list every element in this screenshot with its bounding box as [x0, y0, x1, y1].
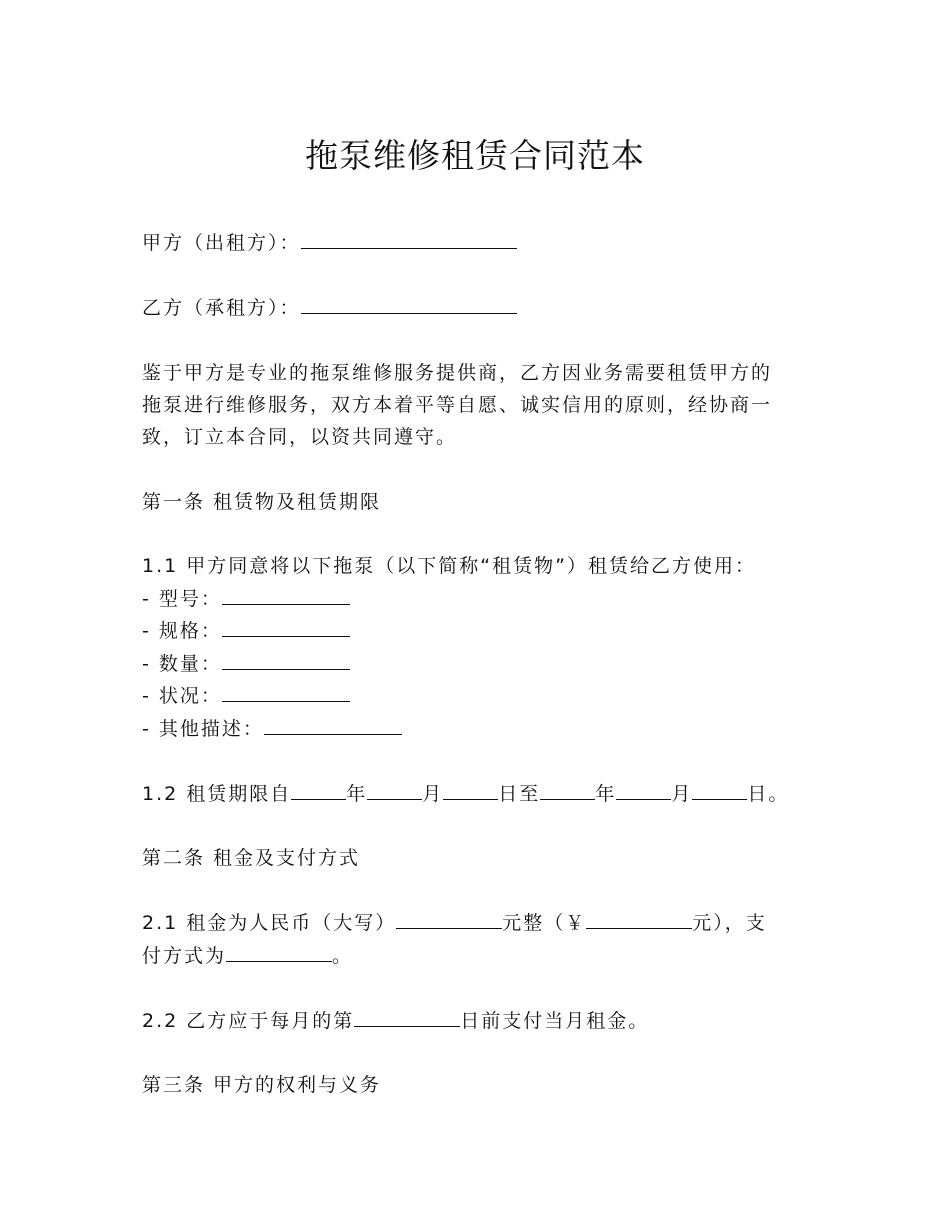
clause-1-1: 1.1 甲方同意将以下拖泵（以下简称“租赁物”）租赁给乙方使用：	[142, 555, 756, 577]
end-month-label: 月	[671, 783, 693, 805]
party-a-blank[interactable]	[301, 228, 517, 249]
clause-2-1-line2-suffix: 。	[332, 945, 354, 967]
preamble-line: 拖泵进行维修服务，双方本着平等自愿、诚实信用的原则，经协商一	[142, 394, 773, 416]
clause-1-2	[142, 778, 789, 810]
item-spec-blank[interactable]	[222, 616, 350, 637]
party-b-line	[142, 292, 517, 324]
start-day-blank[interactable]	[443, 779, 498, 800]
item-condition-label: - 状况：	[142, 685, 222, 707]
item-other-label: - 其他描述：	[142, 718, 264, 740]
item-quantity-blank[interactable]	[222, 649, 350, 670]
rent-uppercase-blank[interactable]	[396, 908, 502, 929]
clause-2-1-line2-prefix: 付方式为	[142, 945, 227, 967]
start-month-label: 月	[422, 783, 444, 805]
preamble-line: 致，订立本合同，以资共同遵守。	[142, 426, 458, 448]
payment-method-blank[interactable]	[226, 941, 332, 962]
article-2-heading: 第二条 租金及支付方式	[142, 847, 361, 869]
start-day-label: 日至	[498, 783, 541, 805]
item-model-line	[142, 583, 350, 615]
clause-2-2	[142, 1005, 649, 1037]
page-title: 拖泵维修租赁合同范本	[305, 136, 645, 175]
preamble-paragraph	[142, 357, 798, 453]
start-year-label: 年	[346, 783, 368, 805]
preamble-line: 鉴于甲方是专业的拖泵维修服务提供商，乙方因业务需要租赁甲方的	[142, 362, 773, 384]
party-b-label: 乙方（承租方）：	[142, 297, 301, 319]
end-month-blank[interactable]	[616, 779, 671, 800]
clause-2-1	[142, 907, 767, 939]
item-spec-label: - 规格：	[142, 620, 222, 642]
party-a-line	[142, 227, 517, 259]
rent-numeric-blank[interactable]	[586, 908, 692, 929]
item-model-blank[interactable]	[222, 584, 350, 605]
clause-2-2-prefix: 2.2 乙方应于每月的第	[142, 1010, 355, 1032]
clause-2-1-line-2	[142, 940, 353, 972]
clause-2-1-prefix: 2.1 租金为人民币（大写）	[142, 912, 397, 934]
payment-day-blank[interactable]	[354, 1006, 460, 1027]
start-month-blank[interactable]	[367, 779, 422, 800]
item-quantity-label: - 数量：	[142, 653, 222, 675]
clause-2-1-mid: 元整（￥	[502, 912, 587, 934]
party-a-label: 甲方（出租方）：	[142, 232, 301, 254]
item-model-label: - 型号：	[142, 588, 222, 610]
party-b-blank[interactable]	[301, 293, 517, 314]
item-other-blank[interactable]	[264, 714, 402, 735]
item-other-line	[142, 713, 402, 745]
article-1-heading: 第一条 租赁物及租赁期限	[142, 491, 382, 513]
end-year-blank[interactable]	[540, 779, 595, 800]
end-year-label: 年	[595, 783, 617, 805]
clause-1-2-prefix: 1.2 租赁期限自	[142, 783, 292, 805]
item-condition-line	[142, 680, 350, 712]
item-quantity-line	[142, 648, 350, 680]
clause-2-1-suffix: 元），支	[692, 912, 767, 934]
end-day-label: 日。	[747, 783, 790, 805]
item-condition-blank[interactable]	[222, 681, 350, 702]
clause-2-2-suffix: 日前支付当月租金。	[460, 1010, 650, 1032]
start-year-blank[interactable]	[291, 779, 346, 800]
end-day-blank[interactable]	[692, 779, 747, 800]
article-3-heading: 第三条 甲方的权利与义务	[142, 1074, 382, 1096]
item-spec-line	[142, 615, 350, 647]
